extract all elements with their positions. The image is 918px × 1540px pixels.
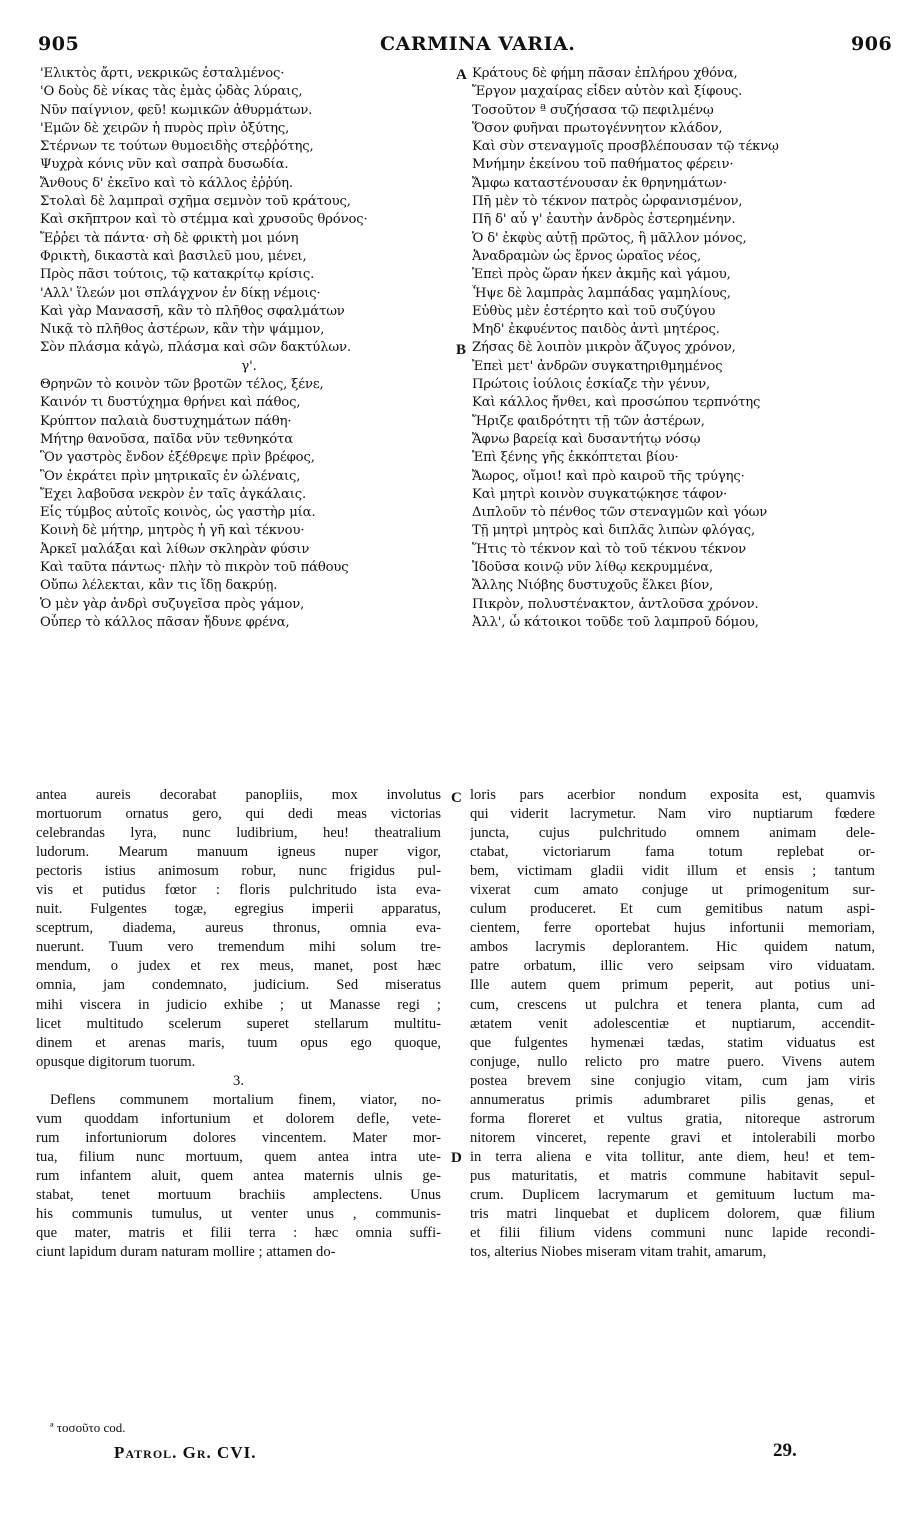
latin-text-line: nuerunt. Tuum vero tremendum mihi solum tre- — [36, 939, 441, 956]
greek-verse-line: Ἔργον μαχαίρας εἶδεν αὐτὸν καὶ ξίφους. — [472, 84, 743, 100]
latin-text-line: que fulgentes hymenæi tædas, statim viduatus est — [470, 1034, 875, 1051]
greek-verse-line: Καὶ μητρὶ κοινὸν συγκατῴκησε τάφον· — [472, 486, 728, 502]
greek-verse-line: Ψυχρὰ κόνις νῦν καὶ σαπρὰ δυσωδία. — [40, 157, 289, 173]
latin-text-line: rum infantem aluit, quem antea maternis ulnis ge- — [36, 1167, 441, 1184]
greek-verse-line: Ἀρκεῖ μαλάξαι καὶ λίθων σκληρὰν φύσιν — [40, 541, 310, 557]
running-title: CARMINA VARIA. — [380, 33, 576, 55]
greek-verse-line: Ὅσον φυῆναι πρωτογέννητον κλάδον, — [472, 120, 723, 136]
greek-verse-line: Καὶ ταῦτα πάντως· πλὴν τὸ πικρὸν τοῦ πάθους — [40, 560, 349, 576]
greek-verse-line: Πῆ μὲν τὸ τέκνον πατρὸς ὠρφανισμένον, — [472, 194, 743, 210]
greek-verse-line: Οὔπω λέλεκται, κἂν τις ἴδῃ δακρύῃ. — [40, 578, 278, 594]
latin-text-line: omnia, jam condemnato, judicium. Sed miseratus — [36, 977, 441, 994]
greek-verse-line: Στολαὶ δὲ λαμπραὶ σχῆμα σεμνὸν τοῦ κράτους, — [40, 194, 351, 210]
greek-verse-line: Πρώτοις ἰούλοις ἐσκίαζε τὴν γένυν, — [472, 377, 710, 393]
greek-verse-line: Ἄφνω βαρείᾳ καὶ δυσαντήτῳ νόσῳ — [472, 431, 701, 447]
greek-verse-line: Ἐπεὶ πρὸς ὥραν ἧκεν ἀκμῆς καὶ γάμου, — [472, 267, 731, 283]
latin-text-line: et filii filium videns communi nunc lapide recondi- — [470, 1225, 875, 1242]
latin-text-line: tris matri linquebat et duplicem dolorem, quæ filium — [470, 1206, 875, 1223]
latin-text-line: pus maturitatis, et matris commune habitavit sepul- — [470, 1167, 875, 1184]
greek-verse-line: Καὶ γὰρ Μανασσῆ, κἂν τὸ πλῆθος σφαλμάτων — [40, 303, 345, 319]
latin-text-line: forma floreret et vultus gratia, nitoreque astrorum — [470, 1110, 875, 1127]
latin-text-line: cientem, ferre oportebat hujus infortunii memoriam, — [470, 920, 875, 937]
latin-text-line: cum, crescens ut pulchra et tenera planta, cum ad — [470, 996, 875, 1013]
greek-verse-line: Ἐπεὶ μετ' ἀνδρῶν συγκατηριθμημένος — [472, 358, 723, 374]
greek-verse-line: Στέρνων τε τούτων θυμοειδὴς στεῤῥότης, — [40, 139, 314, 155]
greek-verse-line: Ἔχει λαβοῦσα νεκρὸν ἐν ταῖς ἀγκάλαις. — [40, 486, 307, 502]
greek-verse-line: Ἤριζε φαιδρότητι τῇ τῶν ἀστέρων, — [472, 413, 705, 429]
greek-verse-line: Τῇ μητρὶ μητρὸς καὶ διπλᾶς λιπὼν φλόγας, — [472, 523, 755, 539]
greek-verse-line: Νικᾷ τὸ πλῆθος ἀστέρων, κἂν τὴν ψάμμον, — [40, 322, 325, 338]
greek-verse-line: Ὃν ἐκράτει πρὶν μητρικαῖς ἐν ὠλέναις, — [40, 468, 301, 484]
greek-verse-line: Ἄνθους δ' ἐκεῖνο καὶ τὸ κάλλος ἐῤῥύη. — [40, 175, 293, 191]
latin-text-line: stabat, tenet mortuum brachiis amplectens. Unus — [36, 1186, 441, 1203]
latin-text-line: sceptrum, diadema, aureus thronus, omnia eva- — [36, 920, 441, 937]
greek-verse-line: Ἥτις τὸ τέκνον καὶ τὸ τοῦ τέκνου τέκνον — [472, 541, 747, 557]
left-page-number: 905 — [38, 33, 80, 55]
greek-verse-line: Ἧψε δὲ λαμπρὰς λαμπάδας γαμηλίους, — [472, 285, 731, 301]
greek-verse-line: Πικρὸν, πολυστένακτον, ἀντλοῦσα χρόνον. — [472, 596, 759, 612]
greek-verse-line: Πρὸς πᾶσι τούτοις, τῷ κατακρίτῳ κρίσις. — [40, 267, 315, 283]
latin-text-line: vis et putidus fœtor : floris pulchritudo ista eva- — [36, 882, 441, 899]
latin-text-line: nitorem vinceret, repente gravi et intolerabili morbo — [470, 1129, 875, 1146]
greek-verse-line: Ἐπὶ ξένης γῆς ἐκκόπτεται βίου· — [472, 450, 679, 466]
greek-verse-line: Καινόν τι δυστύχημα θρήνει καὶ πάθος, — [40, 395, 301, 411]
latin-text-line: annumeratus primis adumbraret pilis genas, et — [470, 1091, 875, 1108]
latin-text-line: in terra aliena e vita tollitur, ante diem, heu! et tem- — [470, 1148, 875, 1165]
latin-text-line: que mater, matris et filii terra : hæc omnia suffi- — [36, 1225, 441, 1242]
latin-text-line: ætatem venit adolescentiæ et nuptiarum, accendit- — [470, 1015, 875, 1032]
greek-verse-line: Ἀναδραμὼν ὡς ἔρνος ὡραῖος νέος, — [472, 248, 702, 264]
latin-text-line: licet multitudo scelerum superet stellarum multitu- — [36, 1015, 441, 1032]
greek-verse-line: Ὁ μὲν γὰρ ἀνδρὶ συζυγεῖσα πρὸς γάμον, — [40, 596, 305, 612]
greek-verse-line: 'Ελικτὸς ἄρτι, νεκρικῶς ἐσταλμένος· — [40, 66, 285, 81]
greek-verse-line: Ἔῤῥει τὰ πάντα· σὴ δὲ φρικτὴ μοι μόνη — [40, 230, 299, 246]
greek-verse-line: Ὃν γαστρὸς ἔνδον ἐξέθρεψε πρὶν βρέφος, — [40, 450, 315, 466]
greek-verse-line: Ἄλλης Νιόβης δυστυχοῦς ἕλκει βίον, — [472, 578, 714, 594]
greek-verse-line: Κρύπτον παλαιὰ δυστυχημάτων πάθη· — [40, 413, 292, 429]
greek-right-column — [472, 65, 892, 632]
greek-verse-line: 'Αλλ' ἵλεών μοι σπλάγχνον ἐν δίκῃ νέμοις· — [40, 285, 321, 301]
latin-text-line: juncta, cujus pulchritudo omnem animam dele- — [470, 825, 875, 842]
latin-text-line: bem, victimam gladii vidit illum et ensis ; tantum — [470, 863, 875, 880]
greek-verse-line: Ὁ δ' ἐκφὺς αὐτῇ πρῶτος, ἢ μᾶλλον μόνος, — [472, 230, 747, 246]
greek-verse-line: Ἄμφω καταστένουσαν ἐκ θρηνημάτων· — [472, 175, 727, 191]
latin-text-line: dinem et arenas maris, tuum opus ego quoque, — [36, 1034, 441, 1051]
latin-text-line: culum produceret. Et cum gemitibus natum aspi- — [470, 901, 875, 918]
greek-verse-line: Μηδ' ἐκφυέντος παιδὸς ἀντὶ μητέρος. — [472, 322, 720, 338]
latin-right-column — [470, 786, 875, 1262]
latin-text-line: tos, alterius Niobes miseram vitam trahit, amarum, — [470, 1244, 767, 1261]
greek-verse-line: Φρικτὴ, δικαστὰ καὶ βασιλεῦ μου, μένει, — [40, 248, 307, 264]
greek-verse-line: 'Ο δοὺς δὲ νίκας τὰς ἐμὰς ᾠδὰς λύραις, — [40, 84, 303, 100]
latin-text-line: patre orbatum, illic vero seipsam viro viduatam. — [470, 958, 875, 975]
latin-text-line: antea aureis decorabat panopliis, mox involutus — [36, 787, 441, 803]
greek-verse-line: Εἷς τύμβος αὐτοῖς κοινὸς, ὡς γαστὴρ μία. — [40, 505, 316, 521]
latin-text-line: ambos lacrymis deplorantem. Hic quidem natum, — [470, 939, 875, 956]
latin-text-line: crum. Duplicem lacrymarum et gemituum luctum ma- — [470, 1186, 875, 1203]
margin-marker-b: B — [456, 342, 467, 358]
latin-text-line: mortuorum ornatus gero, qui dedi meas victorias — [36, 806, 441, 823]
greek-verse-line: Ζήσας δὲ λοιπὸν μικρὸν ἄζυγος χρόνον, — [472, 340, 736, 356]
gathering-signature: 29. — [773, 1440, 797, 1461]
greek-verse-line: Οὗπερ τὸ κάλλος πᾶσαν ἤδυνε φρένα, — [40, 614, 290, 630]
latin-text-line: ciunt lapidum duram naturam mollire ; attamen do- — [36, 1244, 336, 1261]
greek-verse-line: Εὐθὺς μὲν ἐστέρητο καὶ τοῦ συζύγου — [472, 303, 716, 319]
greek-verse-line: Μνήμην ἐκείνου τοῦ παθήματος φέρειν· — [472, 157, 734, 173]
margin-marker-c: C — [451, 790, 462, 806]
latin-text-line: vixerat cum amato conjuge ut primogenitum sur- — [470, 882, 875, 899]
latin-text-line: postea brevem sine conjugio vitam, cum jam viris — [470, 1072, 875, 1089]
greek-left-column — [40, 65, 458, 632]
right-page-number: 906 — [851, 33, 893, 55]
latin-text-line: nuit. Fulgentes togæ, egregius imperii apparatus, — [36, 901, 441, 918]
greek-verse-line: Καὶ σκῆπτρον καὶ τὸ στέμμα καὶ χρυσοῦς θρόνος· — [40, 212, 368, 228]
latin-text-line: pectoris istius animosum robur, nunc frigidus pul- — [36, 863, 441, 880]
greek-verse-line: Καὶ κάλλος ἤνθει, καὶ προσώπου τερπνότης — [472, 395, 761, 411]
greek-verse-line: Διπλοῦν τὸ πένθος τῶν στεναγμῶν καὶ γόων — [472, 505, 768, 521]
greek-verse-line: Ἄωρος, οἴμοι! καὶ πρὸ καιροῦ τῆς τρύγης· — [472, 468, 745, 484]
latin-text-line: Ille autem quem primum peperit, aut potius uni- — [470, 977, 875, 994]
latin-text-line: celebrandas lyra, nunc ludibrium, heu! theatralium — [36, 825, 441, 842]
greek-verse-line: Θρηνῶν τὸ κοινὸν τῶν βροτῶν τέλος, ξένε, — [40, 377, 324, 393]
latin-text-line: opusque digitorum tuorum. — [36, 1053, 196, 1070]
latin-text-line: conjuge, nullo relicto pro matre puero. Vivens autem — [470, 1053, 875, 1070]
greek-verse-line: Τοσοῦτον ª συζήσασα τῷ πεφιλμένῳ — [472, 102, 714, 118]
greek-verse-line: γ'. — [241, 358, 257, 374]
latin-text-line: qui viderit lacrymetur. Nam viro nuptiarum fœdere — [470, 806, 875, 823]
margin-marker-a: A — [456, 67, 467, 83]
latin-text-line: Deflens communem mortalium finem, viator, no- — [50, 1091, 441, 1108]
latin-text-line: loris pars acerbior nondum exposita est, quamvis — [470, 787, 875, 803]
greek-verse-line: Ἰδοῦσα κοινῷ νῦν λίθῳ κεκρυμμένα, — [472, 560, 714, 576]
latin-left-column — [36, 786, 441, 1262]
greek-verse-line: Πῆ δ' αὖ γ' ἑαυτὴν ἀνδρὸς ἐστερημένην. — [472, 212, 736, 228]
margin-marker-d: D — [451, 1150, 462, 1166]
greek-verse-line: Νῦν παίγνιον, φεῦ! κωμικῶν ἀθυρμάτων. — [40, 102, 313, 118]
latin-text-line: his communis tumulus, ut venter unus , communis- — [36, 1206, 441, 1223]
latin-text-line: ctabat, victoriarum fama totum replebat or- — [470, 844, 875, 861]
greek-verse-line: Μήτηρ θανοῦσα, παῖδα νῦν τεθνηκότα — [40, 431, 293, 447]
latin-text-line: mendum, o judex et rex meus, manet, post hæc — [36, 958, 441, 975]
latin-text-line: 3. — [233, 1072, 244, 1089]
greek-verse-line: Σὸν πλάσμα κἀγὼ, πλάσμα καὶ σῶν δακτύλων. — [40, 340, 351, 356]
footnote: ª τοσοῦτο cod. — [50, 1420, 126, 1435]
latin-text-line: mihi viscera in judicio exhibe ; ut Manasse regi ; — [36, 996, 441, 1013]
greek-verse-line: 'Εμῶν δὲ χειρῶν ἡ πυρὸς πρὶν ὀξύτης, — [40, 120, 290, 136]
greek-verse-line: Καὶ σὺν στεναγμοῖς προσβλέπουσαν τῷ τέκνῳ — [472, 139, 779, 155]
latin-text-line: tua, filium nunc mortuum, quem antea intra ute- — [36, 1148, 441, 1165]
greek-verse-line: Ἀλλ', ὦ κάτοικοι τοῦδε τοῦ λαμπροῦ δόμου, — [472, 614, 759, 630]
latin-text-line: vum quoddam infortunium et dolorem defle, vete- — [36, 1110, 441, 1127]
latin-text-line: ludorum. Mearum manuum igneus nuper vigor, — [36, 844, 441, 861]
series-signature: Patrol. Gr. CVI. — [114, 1443, 257, 1462]
greek-verse-line: Κράτους δὲ φήμη πᾶσαν ἐπλήρου χθόνα, — [472, 66, 738, 81]
greek-verse-line: Κοινὴ δὲ μήτηρ, μητρὸς ἡ γῆ καὶ τέκνου· — [40, 523, 305, 539]
latin-text-line: rum infortuniorum dolores vincentem. Mater mor- — [36, 1129, 441, 1146]
